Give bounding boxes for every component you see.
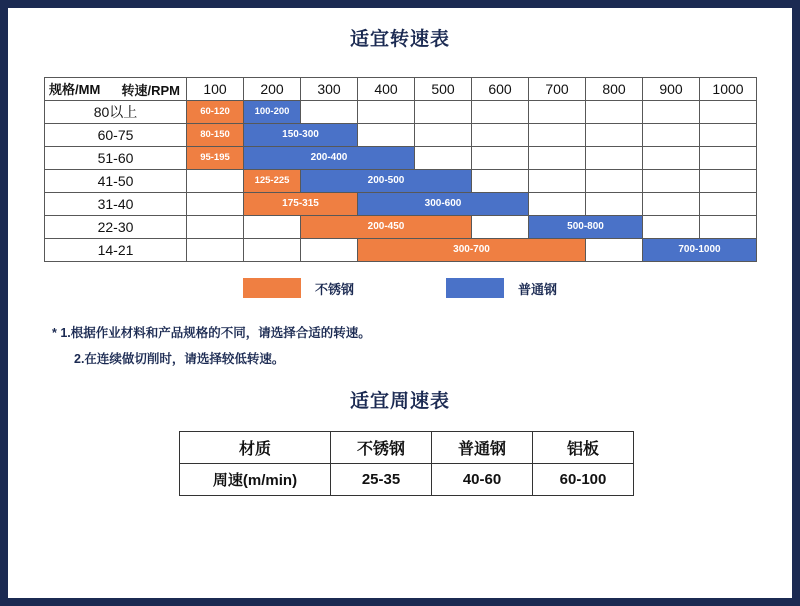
axis-corner-cell (45, 78, 187, 101)
band-label: 200-500 (367, 175, 405, 186)
band-cell-stainless (187, 124, 244, 147)
axis-label-spec: 规格/MM (49, 82, 101, 97)
band-cell-normal (244, 101, 301, 124)
page-title-rpm: 适宜转速表 (349, 29, 450, 50)
empty-cell (586, 170, 643, 193)
row-header: 51-60 (45, 147, 187, 170)
row-header: 80以上 (45, 101, 187, 124)
page-canvas (8, 8, 792, 598)
column-header: 100 (187, 78, 244, 101)
empty-cell (643, 170, 700, 193)
empty-cell (301, 239, 358, 262)
band-label: 200-400 (310, 152, 348, 163)
column-header: 800 (586, 78, 643, 101)
column-header: 普通钢 (432, 432, 533, 464)
table-row (45, 216, 757, 239)
column-header: 900 (643, 78, 700, 101)
row-header: 31-40 (45, 193, 187, 216)
band-label: 60-120 (200, 106, 230, 117)
empty-cell (358, 101, 415, 124)
band-cell-normal (643, 239, 757, 262)
band-cell-normal (244, 147, 415, 170)
empty-cell (586, 124, 643, 147)
row-header: 60-75 (45, 124, 187, 147)
empty-cell (187, 193, 244, 216)
column-header: 400 (358, 78, 415, 101)
note-line-1: * 1.根据作业材料和产品规格的不同，请选择合适的转速。 (52, 326, 371, 340)
cell-value: 60-100 (533, 464, 634, 496)
empty-cell (244, 216, 301, 239)
empty-cell (643, 101, 700, 124)
empty-cell (643, 193, 700, 216)
band-label: 80-150 (200, 129, 230, 140)
empty-cell (529, 170, 586, 193)
band-cell-normal (529, 216, 643, 239)
empty-cell (244, 239, 301, 262)
row-header: 41-50 (45, 170, 187, 193)
table-row (45, 239, 757, 262)
band-label: 125-225 (254, 175, 290, 186)
row-header: 14-21 (45, 239, 187, 262)
empty-cell (415, 147, 472, 170)
rpm-table-wrapper (44, 77, 756, 262)
column-header: 700 (529, 78, 586, 101)
band-cell-stainless (358, 239, 586, 262)
rpm-table (44, 77, 757, 262)
empty-cell (472, 147, 529, 170)
empty-cell (700, 101, 757, 124)
empty-cell (700, 170, 757, 193)
empty-cell (301, 101, 358, 124)
speed-table-wrapper (179, 431, 621, 496)
band-label: 700-1000 (678, 244, 721, 255)
band-label: 300-600 (424, 198, 462, 209)
empty-cell (586, 239, 643, 262)
column-header: 200 (244, 78, 301, 101)
empty-cell (643, 147, 700, 170)
column-header: 500 (415, 78, 472, 101)
empty-cell (187, 239, 244, 262)
empty-cell (415, 124, 472, 147)
table-header-row (45, 78, 757, 101)
empty-cell (358, 124, 415, 147)
empty-cell (586, 101, 643, 124)
band-cell-stainless (301, 216, 472, 239)
legend-label-stainless: 不锈钢 (314, 281, 354, 297)
empty-cell (529, 147, 586, 170)
column-header: 600 (472, 78, 529, 101)
row-header: 22-30 (45, 216, 187, 239)
band-cell-stainless (187, 101, 244, 124)
axis-label-rpm: 转速/RPM (121, 83, 180, 98)
band-label: 100-200 (254, 106, 290, 117)
empty-cell (187, 170, 244, 193)
table-row (45, 147, 757, 170)
table-row (45, 193, 757, 216)
empty-cell (700, 193, 757, 216)
band-cell-stainless (244, 170, 301, 193)
cell-value: 25-35 (331, 464, 432, 496)
empty-cell (700, 147, 757, 170)
legend-label-normal: 普通钢 (518, 281, 558, 297)
row-header: 周速(m/min) (180, 464, 331, 496)
cell-value: 40-60 (432, 464, 533, 496)
empty-cell (187, 216, 244, 239)
column-header: 铝板 (533, 432, 634, 464)
empty-cell (643, 216, 700, 239)
column-header: 1000 (700, 78, 757, 101)
note-line-2: 2.在连续做切削时，请选择较低转速。 (74, 352, 285, 366)
empty-cell (472, 170, 529, 193)
legend-item-normal (446, 278, 557, 298)
legend-item-stainless (243, 278, 354, 298)
empty-cell (529, 193, 586, 216)
empty-cell (586, 193, 643, 216)
band-label: 500-800 (567, 221, 604, 232)
empty-cell (586, 147, 643, 170)
empty-cell (472, 124, 529, 147)
column-header: 材质 (180, 432, 331, 464)
band-cell-normal (358, 193, 529, 216)
column-header: 不锈钢 (331, 432, 432, 464)
column-header: 300 (301, 78, 358, 101)
table-row (45, 124, 757, 147)
empty-cell (529, 101, 586, 124)
empty-cell (700, 124, 757, 147)
empty-cell (700, 216, 757, 239)
legend-swatch-normal (446, 278, 504, 298)
band-cell-stainless (244, 193, 358, 216)
empty-cell (472, 101, 529, 124)
empty-cell (643, 124, 700, 147)
table-header-row (180, 432, 634, 464)
empty-cell (529, 124, 586, 147)
notes-block (52, 320, 792, 372)
band-label: 200-450 (367, 221, 405, 232)
legend (8, 278, 792, 298)
band-label: 95-195 (200, 152, 230, 163)
band-cell-normal (244, 124, 358, 147)
band-cell-normal (301, 170, 472, 193)
speed-table (179, 431, 634, 496)
table-row (45, 101, 757, 124)
band-label: 150-300 (282, 129, 319, 140)
page-title-speed: 适宜周速表 (349, 391, 450, 412)
table-row (45, 170, 757, 193)
empty-cell (415, 101, 472, 124)
band-label: 300-700 (453, 244, 490, 255)
legend-swatch-stainless (243, 278, 301, 298)
band-label: 175-315 (282, 198, 319, 209)
table-row (180, 464, 634, 496)
empty-cell (472, 216, 529, 239)
band-cell-stainless (187, 147, 244, 170)
